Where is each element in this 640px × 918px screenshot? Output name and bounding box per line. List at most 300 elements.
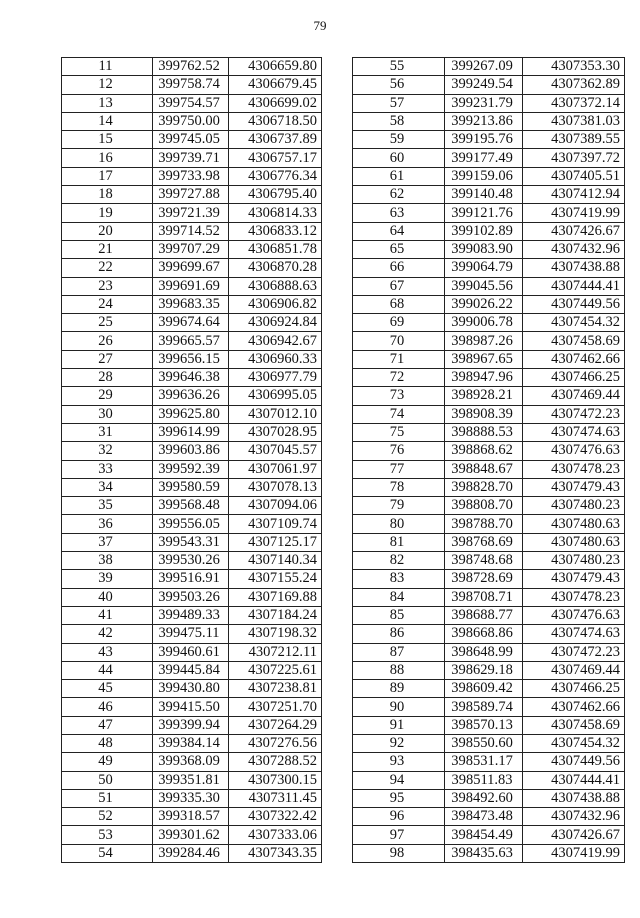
table-row — [353, 369, 625, 387]
table-row — [353, 405, 625, 423]
y-coordinate-cell: 4306679.45 — [229, 76, 322, 94]
y-coordinate-cell: 4307479.43 — [523, 570, 625, 588]
table-row — [62, 112, 322, 130]
y-coordinate-cell: 4307419.99 — [523, 204, 625, 222]
coordinate-table-right — [352, 57, 625, 863]
table-row — [62, 405, 322, 423]
x-coordinate-cell: 398768.69 — [445, 533, 523, 551]
y-coordinate-cell: 4307125.17 — [229, 533, 322, 551]
table-row — [62, 295, 322, 313]
x-coordinate-cell: 399140.48 — [445, 186, 523, 204]
point-number-cell: 65 — [353, 240, 445, 258]
y-coordinate-cell: 4306960.33 — [229, 350, 322, 368]
x-coordinate-cell: 399445.84 — [153, 661, 229, 679]
y-coordinate-cell: 4307438.88 — [523, 789, 625, 807]
y-coordinate-cell: 4307432.96 — [523, 240, 625, 258]
table-row — [353, 94, 625, 112]
y-coordinate-cell: 4307466.25 — [523, 680, 625, 698]
point-number-cell: 59 — [353, 131, 445, 149]
y-coordinate-cell: 4306737.89 — [229, 131, 322, 149]
x-coordinate-cell: 399415.50 — [153, 698, 229, 716]
point-number-cell: 86 — [353, 625, 445, 643]
point-number-cell: 25 — [62, 314, 153, 332]
point-number-cell: 27 — [62, 350, 153, 368]
x-coordinate-cell: 399159.06 — [445, 167, 523, 185]
x-coordinate-cell: 398888.53 — [445, 423, 523, 441]
x-coordinate-cell: 399121.76 — [445, 204, 523, 222]
point-number-cell: 13 — [62, 94, 153, 112]
table-row — [353, 570, 625, 588]
table-row — [353, 460, 625, 478]
x-coordinate-cell: 399707.29 — [153, 240, 229, 258]
y-coordinate-cell: 4307462.66 — [523, 698, 625, 716]
point-number-cell: 85 — [353, 606, 445, 624]
x-coordinate-cell: 399267.09 — [445, 58, 523, 76]
x-coordinate-cell: 399231.79 — [445, 94, 523, 112]
table-row — [62, 332, 322, 350]
y-coordinate-cell: 4307012.10 — [229, 405, 322, 423]
point-number-cell: 95 — [353, 789, 445, 807]
x-coordinate-cell: 398728.69 — [445, 570, 523, 588]
table-row — [62, 277, 322, 295]
point-number-cell: 42 — [62, 625, 153, 643]
x-coordinate-cell: 399556.05 — [153, 515, 229, 533]
table-row — [62, 533, 322, 551]
table-row — [62, 149, 322, 167]
y-coordinate-cell: 4307426.67 — [523, 222, 625, 240]
x-coordinate-cell: 398808.70 — [445, 497, 523, 515]
x-coordinate-cell: 398648.99 — [445, 643, 523, 661]
y-coordinate-cell: 4307412.94 — [523, 186, 625, 204]
y-coordinate-cell: 4307212.11 — [229, 643, 322, 661]
table-row — [353, 643, 625, 661]
y-coordinate-cell: 4307472.23 — [523, 405, 625, 423]
table-row — [353, 661, 625, 679]
y-coordinate-cell: 4306699.02 — [229, 94, 322, 112]
point-number-cell: 14 — [62, 112, 153, 130]
point-number-cell: 48 — [62, 734, 153, 752]
y-coordinate-cell: 4307389.55 — [523, 131, 625, 149]
y-coordinate-cell: 4307300.15 — [229, 771, 322, 789]
point-number-cell: 19 — [62, 204, 153, 222]
point-number-cell: 78 — [353, 478, 445, 496]
point-number-cell: 39 — [62, 570, 153, 588]
point-number-cell: 87 — [353, 643, 445, 661]
table-row — [62, 680, 322, 698]
point-number-cell: 64 — [353, 222, 445, 240]
x-coordinate-cell: 399399.94 — [153, 716, 229, 734]
x-coordinate-cell: 399665.57 — [153, 332, 229, 350]
y-coordinate-cell: 4306977.79 — [229, 369, 322, 387]
x-coordinate-cell: 398748.68 — [445, 552, 523, 570]
x-coordinate-cell: 399213.86 — [445, 112, 523, 130]
y-coordinate-cell: 4307264.29 — [229, 716, 322, 734]
y-coordinate-cell: 4306995.05 — [229, 387, 322, 405]
point-number-cell: 58 — [353, 112, 445, 130]
y-coordinate-cell: 4307343.35 — [229, 844, 322, 862]
point-number-cell: 17 — [62, 167, 153, 185]
x-coordinate-cell: 399430.80 — [153, 680, 229, 698]
point-number-cell: 28 — [62, 369, 153, 387]
y-coordinate-cell: 4307476.63 — [523, 606, 625, 624]
y-coordinate-cell: 4307480.63 — [523, 533, 625, 551]
point-number-cell: 21 — [62, 240, 153, 258]
table-row — [353, 332, 625, 350]
y-coordinate-cell: 4307438.88 — [523, 259, 625, 277]
table-row — [353, 314, 625, 332]
table-row — [62, 478, 322, 496]
y-coordinate-cell: 4307426.67 — [523, 826, 625, 844]
point-number-cell: 38 — [62, 552, 153, 570]
point-number-cell: 91 — [353, 716, 445, 734]
y-coordinate-cell: 4307478.23 — [523, 460, 625, 478]
point-number-cell: 47 — [62, 716, 153, 734]
table-row — [353, 149, 625, 167]
table-row — [62, 259, 322, 277]
y-coordinate-cell: 4307419.99 — [523, 844, 625, 862]
table-row — [353, 387, 625, 405]
y-coordinate-cell: 4307333.06 — [229, 826, 322, 844]
x-coordinate-cell: 398492.60 — [445, 789, 523, 807]
x-coordinate-cell: 399699.67 — [153, 259, 229, 277]
y-coordinate-cell: 4307311.45 — [229, 789, 322, 807]
x-coordinate-cell: 398473.48 — [445, 808, 523, 826]
y-coordinate-cell: 4307322.42 — [229, 808, 322, 826]
table-row — [353, 186, 625, 204]
y-coordinate-cell: 4306851.78 — [229, 240, 322, 258]
point-number-cell: 40 — [62, 588, 153, 606]
point-number-cell: 83 — [353, 570, 445, 588]
x-coordinate-cell: 399739.71 — [153, 149, 229, 167]
x-coordinate-cell: 399301.62 — [153, 826, 229, 844]
point-number-cell: 35 — [62, 497, 153, 515]
coordinate-table-left-body — [62, 58, 322, 863]
table-row — [353, 552, 625, 570]
y-coordinate-cell: 4306942.67 — [229, 332, 322, 350]
x-coordinate-cell: 399384.14 — [153, 734, 229, 752]
point-number-cell: 15 — [62, 131, 153, 149]
table-row — [353, 204, 625, 222]
y-coordinate-cell: 4307405.51 — [523, 167, 625, 185]
table-row — [353, 734, 625, 752]
table-row — [353, 76, 625, 94]
point-number-cell: 49 — [62, 753, 153, 771]
point-number-cell: 55 — [353, 58, 445, 76]
y-coordinate-cell: 4306833.12 — [229, 222, 322, 240]
table-row — [353, 753, 625, 771]
y-coordinate-cell: 4307288.52 — [229, 753, 322, 771]
y-coordinate-cell: 4307155.24 — [229, 570, 322, 588]
point-number-cell: 34 — [62, 478, 153, 496]
point-number-cell: 69 — [353, 314, 445, 332]
y-coordinate-cell: 4307045.57 — [229, 442, 322, 460]
point-number-cell: 52 — [62, 808, 153, 826]
x-coordinate-cell: 399177.49 — [445, 149, 523, 167]
y-coordinate-cell: 4307480.23 — [523, 497, 625, 515]
x-coordinate-cell: 398868.62 — [445, 442, 523, 460]
point-number-cell: 33 — [62, 460, 153, 478]
point-number-cell: 70 — [353, 332, 445, 350]
point-number-cell: 11 — [62, 58, 153, 76]
table-row — [353, 771, 625, 789]
table-row — [353, 131, 625, 149]
y-coordinate-cell: 4307362.89 — [523, 76, 625, 94]
x-coordinate-cell: 399543.31 — [153, 533, 229, 551]
table-row — [353, 58, 625, 76]
x-coordinate-cell: 399636.26 — [153, 387, 229, 405]
table-row — [353, 112, 625, 130]
table-row — [62, 661, 322, 679]
y-coordinate-cell: 4306795.40 — [229, 186, 322, 204]
point-number-cell: 89 — [353, 680, 445, 698]
x-coordinate-cell: 398688.77 — [445, 606, 523, 624]
table-row — [353, 167, 625, 185]
table-row — [353, 698, 625, 716]
table-row — [62, 844, 322, 862]
y-coordinate-cell: 4307474.63 — [523, 423, 625, 441]
table-row — [353, 606, 625, 624]
point-number-cell: 67 — [353, 277, 445, 295]
y-coordinate-cell: 4307238.81 — [229, 680, 322, 698]
x-coordinate-cell: 399503.26 — [153, 588, 229, 606]
x-coordinate-cell: 399646.38 — [153, 369, 229, 387]
x-coordinate-cell: 399674.64 — [153, 314, 229, 332]
x-coordinate-cell: 399721.39 — [153, 204, 229, 222]
y-coordinate-cell: 4306870.28 — [229, 259, 322, 277]
y-coordinate-cell: 4307449.56 — [523, 295, 625, 313]
x-coordinate-cell: 399318.57 — [153, 808, 229, 826]
table-row — [62, 826, 322, 844]
table-row — [353, 533, 625, 551]
x-coordinate-cell: 398848.67 — [445, 460, 523, 478]
y-coordinate-cell: 4307372.14 — [523, 94, 625, 112]
point-number-cell: 22 — [62, 259, 153, 277]
x-coordinate-cell: 399368.09 — [153, 753, 229, 771]
x-coordinate-cell: 399750.00 — [153, 112, 229, 130]
x-coordinate-cell: 399475.11 — [153, 625, 229, 643]
x-coordinate-cell: 399460.61 — [153, 643, 229, 661]
point-number-cell: 12 — [62, 76, 153, 94]
table-row — [62, 94, 322, 112]
x-coordinate-cell: 399102.89 — [445, 222, 523, 240]
point-number-cell: 93 — [353, 753, 445, 771]
x-coordinate-cell: 398609.42 — [445, 680, 523, 698]
y-coordinate-cell: 4307469.44 — [523, 661, 625, 679]
table-row — [62, 58, 322, 76]
table-row — [62, 588, 322, 606]
x-coordinate-cell: 398454.49 — [445, 826, 523, 844]
x-coordinate-cell: 398629.18 — [445, 661, 523, 679]
y-coordinate-cell: 4307462.66 — [523, 350, 625, 368]
table-row — [62, 734, 322, 752]
point-number-cell: 20 — [62, 222, 153, 240]
x-coordinate-cell: 399727.88 — [153, 186, 229, 204]
table-row — [353, 826, 625, 844]
y-coordinate-cell: 4307449.56 — [523, 753, 625, 771]
table-row — [353, 350, 625, 368]
table-row — [62, 442, 322, 460]
table-row — [62, 76, 322, 94]
table-row — [62, 789, 322, 807]
y-coordinate-cell: 4307454.32 — [523, 314, 625, 332]
y-coordinate-cell: 4307476.63 — [523, 442, 625, 460]
point-number-cell: 45 — [62, 680, 153, 698]
point-number-cell: 98 — [353, 844, 445, 862]
coordinate-table-right-body — [353, 58, 625, 863]
x-coordinate-cell: 398570.13 — [445, 716, 523, 734]
point-number-cell: 44 — [62, 661, 153, 679]
point-number-cell: 77 — [353, 460, 445, 478]
x-coordinate-cell: 399530.26 — [153, 552, 229, 570]
y-coordinate-cell: 4307276.56 — [229, 734, 322, 752]
table-row — [353, 222, 625, 240]
table-row — [62, 387, 322, 405]
point-number-cell: 30 — [62, 405, 153, 423]
x-coordinate-cell: 399683.35 — [153, 295, 229, 313]
x-coordinate-cell: 398708.71 — [445, 588, 523, 606]
point-number-cell: 43 — [62, 643, 153, 661]
y-coordinate-cell: 4306757.17 — [229, 149, 322, 167]
table-row — [62, 460, 322, 478]
table-row — [62, 643, 322, 661]
table-row — [62, 698, 322, 716]
y-coordinate-cell: 4307454.32 — [523, 734, 625, 752]
point-number-cell: 71 — [353, 350, 445, 368]
table-row — [62, 716, 322, 734]
y-coordinate-cell: 4306659.80 — [229, 58, 322, 76]
table-row — [62, 515, 322, 533]
table-row — [62, 753, 322, 771]
x-coordinate-cell: 399745.05 — [153, 131, 229, 149]
x-coordinate-cell: 399580.59 — [153, 478, 229, 496]
x-coordinate-cell: 399733.98 — [153, 167, 229, 185]
table-row — [62, 552, 322, 570]
y-coordinate-cell: 4306776.34 — [229, 167, 322, 185]
table-row — [62, 497, 322, 515]
point-number-cell: 80 — [353, 515, 445, 533]
table-row — [62, 808, 322, 826]
point-number-cell: 84 — [353, 588, 445, 606]
y-coordinate-cell: 4307432.96 — [523, 808, 625, 826]
table-row — [62, 186, 322, 204]
point-number-cell: 79 — [353, 497, 445, 515]
table-row — [62, 222, 322, 240]
coordinate-table-left — [61, 57, 322, 863]
x-coordinate-cell: 398668.86 — [445, 625, 523, 643]
y-coordinate-cell: 4306888.63 — [229, 277, 322, 295]
table-row — [353, 625, 625, 643]
table-row — [62, 314, 322, 332]
point-number-cell: 41 — [62, 606, 153, 624]
y-coordinate-cell: 4307061.97 — [229, 460, 322, 478]
point-number-cell: 73 — [353, 387, 445, 405]
table-row — [353, 515, 625, 533]
point-number-cell: 72 — [353, 369, 445, 387]
point-number-cell: 50 — [62, 771, 153, 789]
point-number-cell: 75 — [353, 423, 445, 441]
table-row — [353, 844, 625, 862]
point-number-cell: 56 — [353, 76, 445, 94]
table-row — [353, 497, 625, 515]
table-row — [353, 716, 625, 734]
y-coordinate-cell: 4307381.03 — [523, 112, 625, 130]
point-number-cell: 60 — [353, 149, 445, 167]
point-number-cell: 57 — [353, 94, 445, 112]
y-coordinate-cell: 4307458.69 — [523, 332, 625, 350]
point-number-cell: 61 — [353, 167, 445, 185]
table-row — [62, 771, 322, 789]
x-coordinate-cell: 399656.15 — [153, 350, 229, 368]
point-number-cell: 51 — [62, 789, 153, 807]
x-coordinate-cell: 399516.91 — [153, 570, 229, 588]
x-coordinate-cell: 399489.33 — [153, 606, 229, 624]
x-coordinate-cell: 399195.76 — [445, 131, 523, 149]
x-coordinate-cell: 398435.63 — [445, 844, 523, 862]
y-coordinate-cell: 4306718.50 — [229, 112, 322, 130]
x-coordinate-cell: 398928.21 — [445, 387, 523, 405]
point-number-cell: 37 — [62, 533, 153, 551]
point-number-cell: 62 — [353, 186, 445, 204]
point-number-cell: 82 — [353, 552, 445, 570]
x-coordinate-cell: 398589.74 — [445, 698, 523, 716]
table-row — [353, 423, 625, 441]
point-number-cell: 68 — [353, 295, 445, 313]
point-number-cell: 18 — [62, 186, 153, 204]
x-coordinate-cell: 398828.70 — [445, 478, 523, 496]
point-number-cell: 88 — [353, 661, 445, 679]
y-coordinate-cell: 4307028.95 — [229, 423, 322, 441]
table-row — [353, 240, 625, 258]
x-coordinate-cell: 398550.60 — [445, 734, 523, 752]
table-row — [353, 808, 625, 826]
point-number-cell: 31 — [62, 423, 153, 441]
x-coordinate-cell: 398788.70 — [445, 515, 523, 533]
point-number-cell: 36 — [62, 515, 153, 533]
y-coordinate-cell: 4307480.23 — [523, 552, 625, 570]
table-row — [353, 789, 625, 807]
point-number-cell: 53 — [62, 826, 153, 844]
point-number-cell: 24 — [62, 295, 153, 313]
table-row — [62, 350, 322, 368]
y-coordinate-cell: 4307169.88 — [229, 588, 322, 606]
x-coordinate-cell: 398947.96 — [445, 369, 523, 387]
table-row — [353, 259, 625, 277]
table-row — [353, 442, 625, 460]
x-coordinate-cell: 398531.17 — [445, 753, 523, 771]
x-coordinate-cell: 399758.74 — [153, 76, 229, 94]
y-coordinate-cell: 4307458.69 — [523, 716, 625, 734]
y-coordinate-cell: 4306814.33 — [229, 204, 322, 222]
point-number-cell: 90 — [353, 698, 445, 716]
y-coordinate-cell: 4307478.23 — [523, 588, 625, 606]
y-coordinate-cell: 4307466.25 — [523, 369, 625, 387]
y-coordinate-cell: 4307094.06 — [229, 497, 322, 515]
y-coordinate-cell: 4307198.32 — [229, 625, 322, 643]
table-row — [353, 680, 625, 698]
x-coordinate-cell: 399592.39 — [153, 460, 229, 478]
table-row — [62, 369, 322, 387]
table-row — [62, 625, 322, 643]
x-coordinate-cell: 399762.52 — [153, 58, 229, 76]
y-coordinate-cell: 4307078.13 — [229, 478, 322, 496]
table-row — [62, 167, 322, 185]
x-coordinate-cell: 399754.57 — [153, 94, 229, 112]
table-row — [353, 478, 625, 496]
point-number-cell: 92 — [353, 734, 445, 752]
y-coordinate-cell: 4307444.41 — [523, 771, 625, 789]
y-coordinate-cell: 4307479.43 — [523, 478, 625, 496]
x-coordinate-cell: 399335.30 — [153, 789, 229, 807]
